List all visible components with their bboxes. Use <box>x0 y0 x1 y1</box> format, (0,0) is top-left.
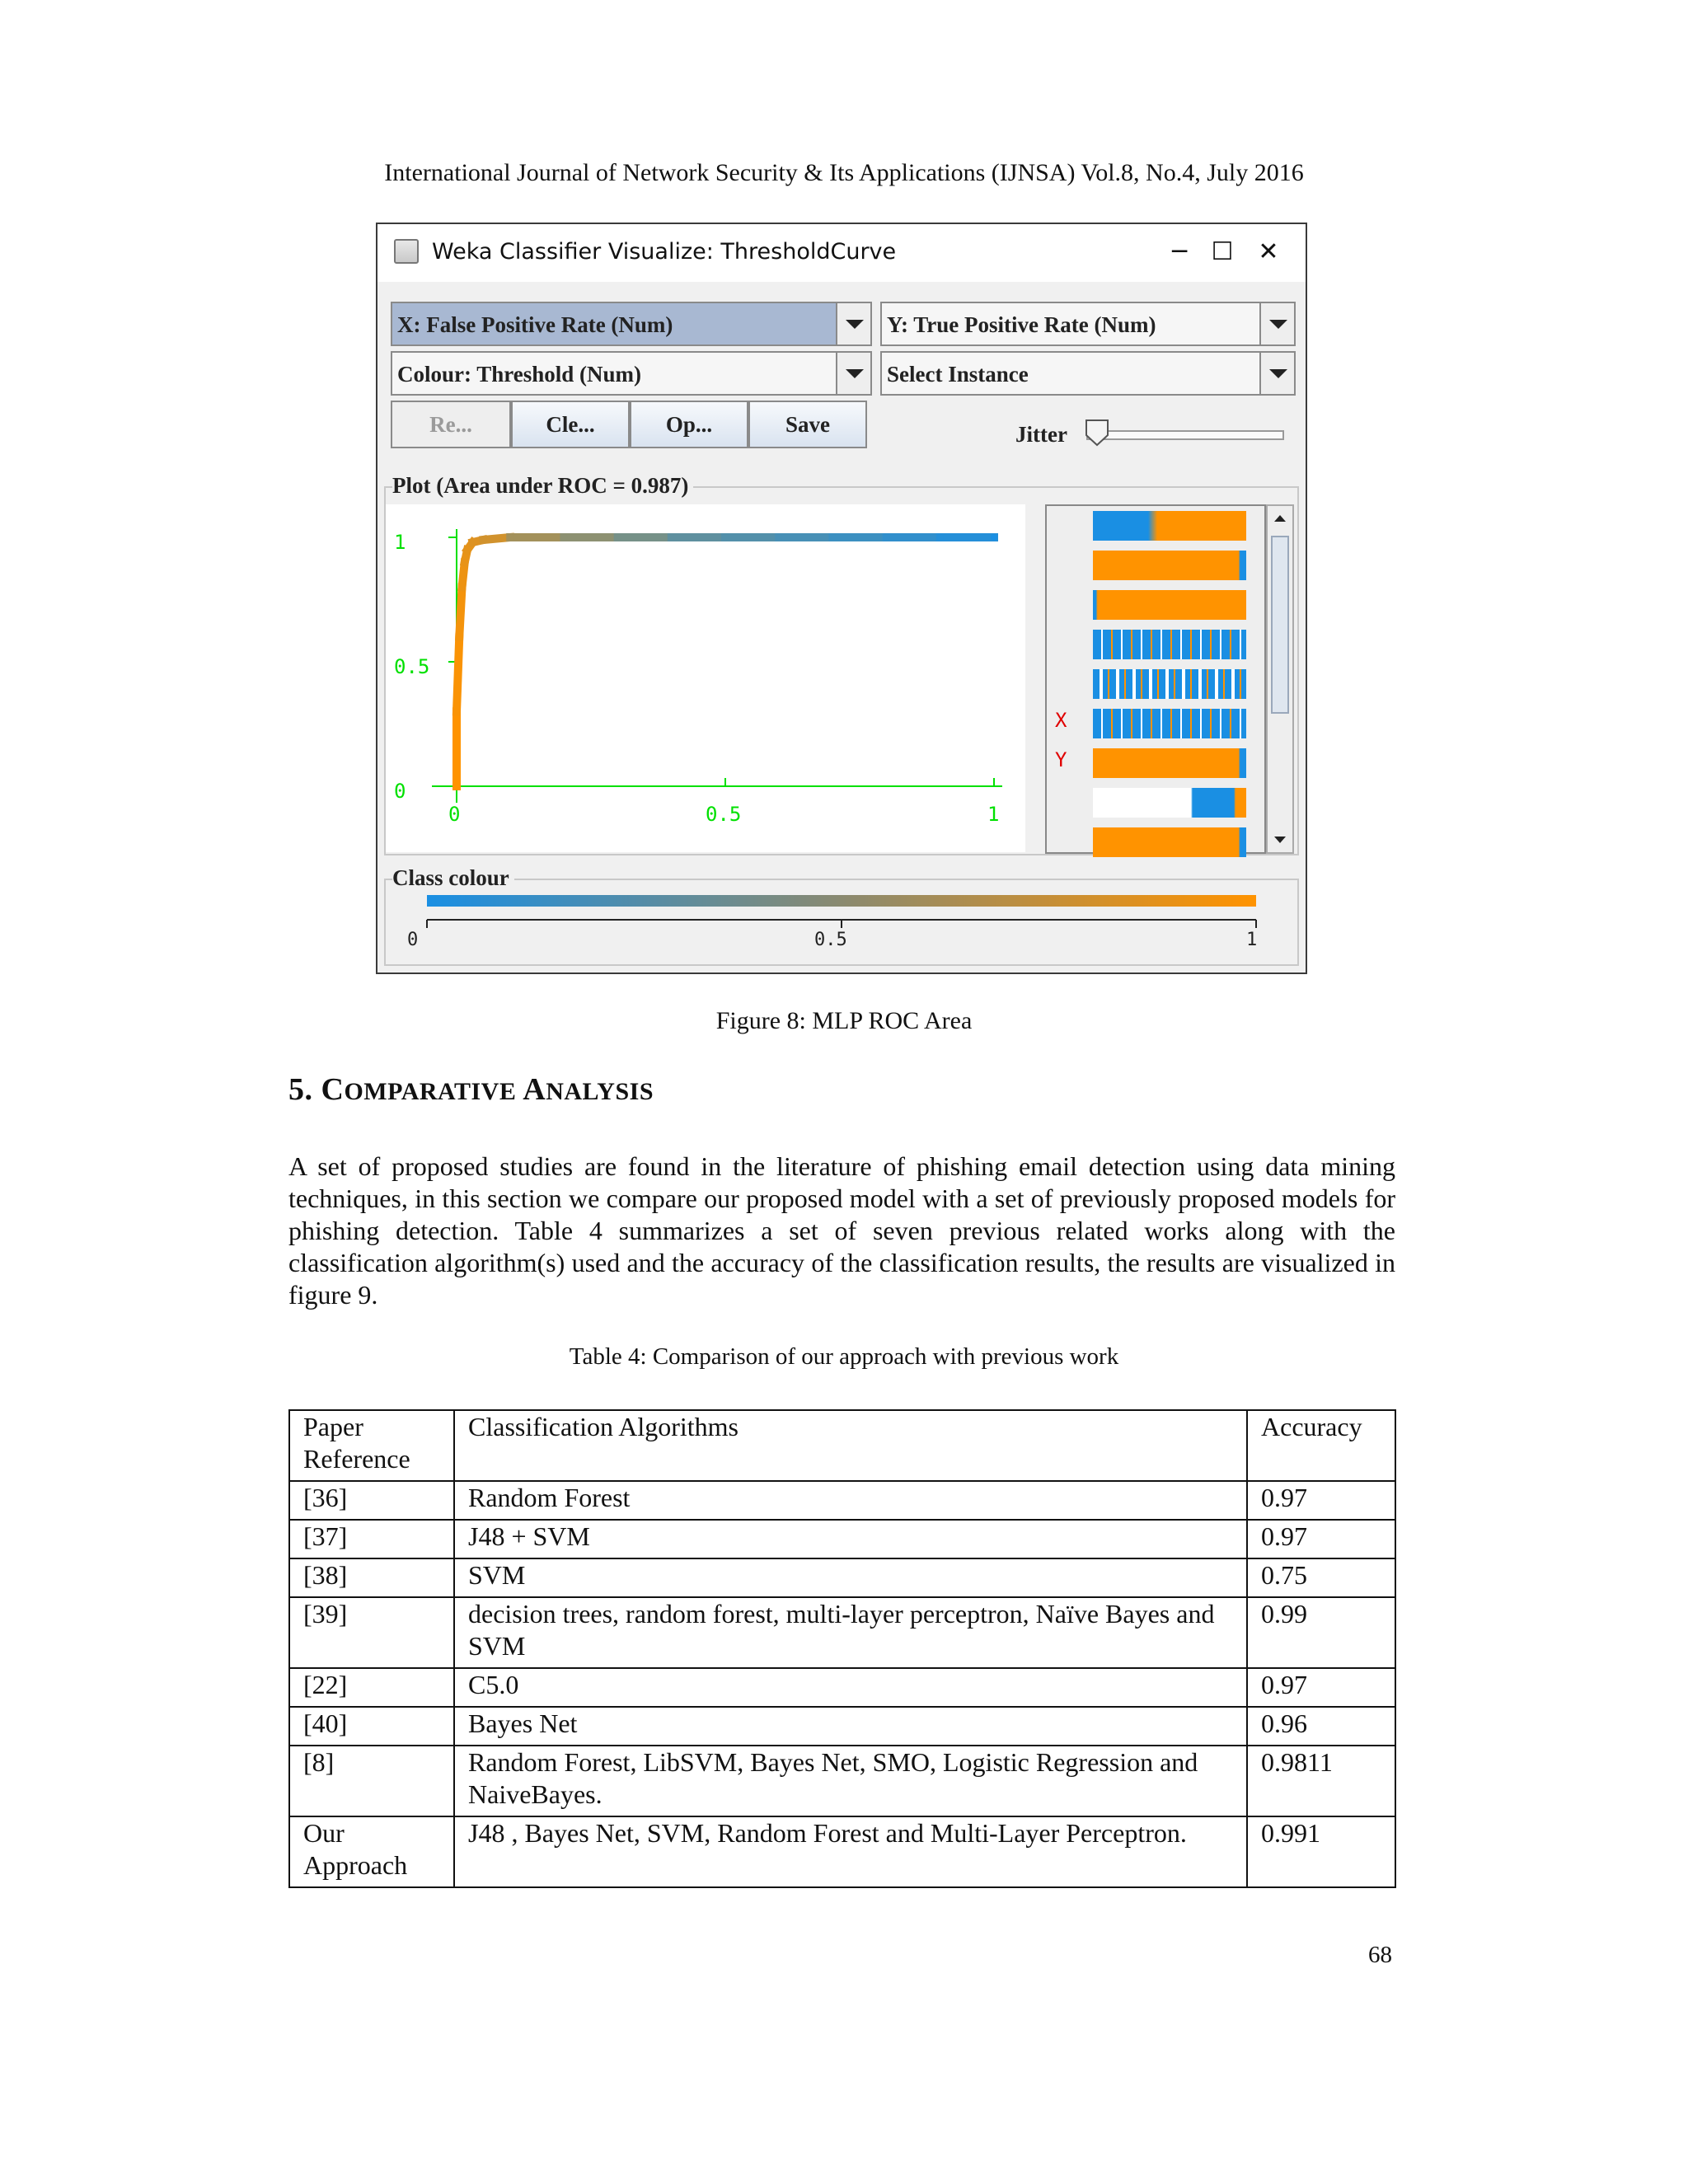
table-cell: 0.96 <box>1247 1707 1395 1746</box>
y-tick-label: 0 <box>394 780 406 803</box>
roc-point <box>560 534 567 541</box>
section-title-c: C <box>321 1072 345 1107</box>
table-row <box>289 1816 1395 1887</box>
table-row <box>289 1668 1395 1707</box>
table-cell: [39] <box>289 1597 454 1668</box>
body-paragraph <box>288 1151 1395 1311</box>
roc-point <box>456 634 462 640</box>
attribute-bar[interactable] <box>1093 551 1246 580</box>
page-number: 68 <box>1368 1942 1392 1968</box>
chevron-down-icon[interactable] <box>1259 303 1294 344</box>
roc-point <box>453 783 460 790</box>
maximize-icon[interactable]: ☐ <box>1211 237 1234 266</box>
attribute-bar[interactable] <box>1093 511 1246 541</box>
table-cell: 0.97 <box>1247 1481 1395 1520</box>
table-header-cell: Accuracy <box>1247 1410 1395 1481</box>
roc-plot[interactable] <box>386 504 1025 852</box>
roc-curve-segment <box>459 587 462 636</box>
attribute-bar[interactable] <box>1093 827 1246 857</box>
jitter-label: Jitter <box>1015 422 1067 447</box>
table-cell: SVM <box>454 1558 1247 1597</box>
roc-point <box>884 534 890 541</box>
table-cell: [8] <box>289 1746 454 1816</box>
class-colour-tick-label: 0 <box>407 930 419 950</box>
x-tick-label: 1 <box>987 803 1000 826</box>
table-header-row <box>289 1410 1395 1481</box>
chevron-down-icon[interactable] <box>836 303 870 344</box>
table-cell: 0.97 <box>1247 1668 1395 1707</box>
table-cell: 0.97 <box>1247 1520 1395 1558</box>
attribute-bars-panel[interactable] <box>1045 504 1266 854</box>
y-marker-label: Y <box>1055 748 1067 771</box>
roc-point <box>829 534 836 541</box>
attribute-bar[interactable] <box>1093 669 1246 699</box>
colour-select[interactable] <box>391 351 872 396</box>
table-row <box>289 1746 1395 1816</box>
x-axis-select-label: X: False Positive Rate (Num) <box>397 312 673 337</box>
roc-point <box>464 546 471 553</box>
table-cell: 0.99 <box>1247 1597 1395 1668</box>
java-app-icon <box>394 239 419 264</box>
table-cell: Random Forest, LibSVM, Bayes Net, SMO, Logistic Regression and NaiveBayes. <box>454 1746 1247 1816</box>
table-caption: Table 4: Comparison of our approach with previous work <box>569 1343 1119 1370</box>
x-marker-label: X <box>1055 709 1067 732</box>
y-axis-select[interactable] <box>880 302 1296 346</box>
table-cell: Random Forest <box>454 1481 1247 1520</box>
class-colour-title: Class colour <box>392 865 514 891</box>
attribute-bar[interactable] <box>1093 788 1246 818</box>
figure-caption: Figure 8: MLP ROC Area <box>715 1007 973 1034</box>
colour-select-label: Colour: Threshold (Num) <box>397 362 642 387</box>
x-axis-select[interactable] <box>391 302 872 346</box>
roc-point <box>507 534 513 541</box>
table-cell: [36] <box>289 1481 454 1520</box>
reset-button[interactable]: Re... <box>391 401 511 448</box>
select-instance-select[interactable] <box>880 351 1296 396</box>
table-cell: Bayes Net <box>454 1707 1247 1746</box>
section-title-a: A <box>523 1072 546 1107</box>
select-instance-label: Select Instance <box>887 362 1029 387</box>
open-button[interactable]: Op... <box>630 401 748 448</box>
comparison-table <box>288 1409 1396 1888</box>
scroll-thumb[interactable] <box>1271 536 1289 714</box>
y-tick-label: 0.5 <box>394 655 430 678</box>
table-row <box>289 1707 1395 1746</box>
table-cell: [38] <box>289 1558 454 1597</box>
section-number: 5. <box>288 1072 313 1107</box>
roc-curve-segment <box>457 637 459 712</box>
clear-button[interactable]: Cle... <box>511 401 630 448</box>
roc-plot-svg <box>386 504 1025 852</box>
attribute-bar[interactable] <box>1093 590 1246 620</box>
roc-point <box>937 534 944 541</box>
scroll-up-icon[interactable] <box>1271 509 1289 527</box>
section-heading <box>288 1071 654 1108</box>
table-cell: 0.991 <box>1247 1816 1395 1887</box>
roc-point <box>462 559 468 565</box>
roc-point <box>615 534 621 541</box>
vertical-scrollbar[interactable] <box>1266 504 1294 854</box>
table-row <box>289 1481 1395 1520</box>
table-cell: Our Approach <box>289 1816 454 1887</box>
section-title-rest-1: OMPARATIVE <box>344 1078 517 1105</box>
y-axis-select-label: Y: True Positive Rate (Num) <box>887 312 1156 337</box>
table-cell: [40] <box>289 1707 454 1746</box>
chevron-down-icon[interactable] <box>1259 353 1294 394</box>
class-colour-gradient <box>427 895 1256 907</box>
jitter-slider[interactable] <box>1086 430 1284 440</box>
minimize-icon[interactable]: ─ <box>1171 237 1188 266</box>
roc-point <box>722 534 729 541</box>
attribute-bar[interactable] <box>1093 630 1246 659</box>
table-row <box>289 1558 1395 1597</box>
roc-point <box>453 708 460 715</box>
table-cell: 0.9811 <box>1247 1746 1395 1816</box>
roc-point <box>991 534 997 541</box>
table-row <box>289 1520 1395 1558</box>
table-cell: 0.75 <box>1247 1558 1395 1597</box>
close-icon[interactable]: ✕ <box>1258 237 1279 266</box>
class-colour-tick-label: 1 <box>1246 930 1258 950</box>
roc-point <box>776 534 782 541</box>
x-tick-label: 0.5 <box>706 803 742 826</box>
roc-point <box>481 537 487 543</box>
table-header-cell: Classification Algorithms <box>454 1410 1247 1481</box>
section-title-rest-2: NALYSIS <box>546 1078 654 1105</box>
window-title: Weka Classifier Visualize: ThresholdCurve <box>432 239 897 265</box>
title-bar <box>377 224 1306 282</box>
roc-point <box>459 583 466 590</box>
table-header-cell: Paper Reference <box>289 1410 454 1481</box>
roc-point <box>668 534 675 541</box>
table-cell: J48 + SVM <box>454 1520 1247 1558</box>
scroll-down-icon[interactable] <box>1271 831 1289 849</box>
x-tick-label: 0 <box>448 803 461 826</box>
save-button[interactable]: Save <box>748 401 867 448</box>
table-cell: C5.0 <box>454 1668 1247 1707</box>
plot-title: Plot (Area under ROC = 0.987) <box>392 473 693 499</box>
table-cell: decision trees, random forest, multi-layer perceptron, Naïve Bayes and SVM <box>454 1597 1247 1668</box>
attribute-bar[interactable] <box>1093 748 1246 778</box>
table-row <box>289 1597 1395 1668</box>
attribute-bar[interactable] <box>1093 709 1246 738</box>
table-cell: [22] <box>289 1668 454 1707</box>
table-cell: J48 , Bayes Net, SVM, Random Forest and Multi-Layer Perceptron. <box>454 1816 1247 1887</box>
table-cell: [37] <box>289 1520 454 1558</box>
running-header: International Journal of Network Security & Its Applications (IJNSA) Vol.8, No.4, July 2016 <box>384 159 1304 186</box>
paragraph-text: A set of proposed studies are found in the literature of phishing email detection using data mining techniques, in this section we compare our proposed model with a set of previously proposed models for phishing detection. Table 4 summarizes a set of seven previous related works along with the classification algorithm(s) used and the accuracy of the classification results, the results are visualized in figure 9. <box>288 1151 1395 1310</box>
class-colour-tick-label: 0.5 <box>814 930 847 950</box>
chevron-down-icon[interactable] <box>836 353 870 394</box>
roc-point <box>470 539 476 546</box>
jitter-slider-thumb[interactable] <box>1085 419 1109 447</box>
y-tick-label: 1 <box>394 531 406 554</box>
